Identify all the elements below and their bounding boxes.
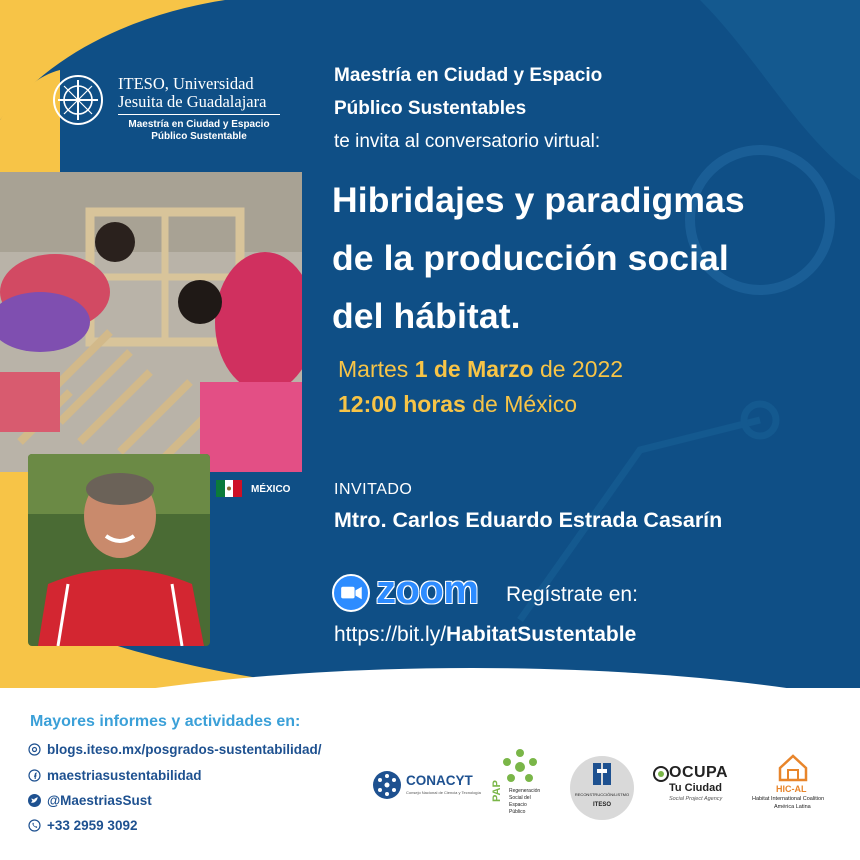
event-title-line3: del hábitat.: [332, 296, 521, 336]
conacyt-name: CONACYT: [406, 773, 473, 788]
hic-al-text1: Habitat International Coalition: [752, 796, 825, 802]
guest-label: INVITADO: [334, 481, 413, 498]
ocupa-sub: Tu Ciudad: [669, 782, 722, 794]
event-title-line2: de la producción social: [332, 238, 729, 278]
registration-link[interactable]: [334, 623, 636, 647]
contact-text: maestriasustentabilidad: [47, 767, 202, 783]
hic-al-text2: América Latina: [774, 804, 811, 810]
phone-icon: [28, 819, 41, 832]
guest-country: MÉXICO: [251, 484, 291, 495]
logo-program-line1: Maestría en Ciudad y Espacio: [128, 119, 270, 130]
event-date: [338, 356, 623, 383]
twitter-icon: [28, 794, 41, 807]
contact-facebook[interactable]: [28, 766, 202, 784]
pap-text4: Público: [509, 809, 526, 815]
time-bold: 12:00 horas: [338, 391, 466, 417]
pap-text2: Social del: [509, 795, 531, 801]
reconstruccion-logo: [569, 755, 635, 821]
date-bold: 1 de Marzo: [414, 356, 534, 382]
ocupa-pin-icon: [653, 766, 669, 782]
conacyt-logo: [372, 768, 482, 802]
program-name-line2: Público Sustentables: [334, 98, 527, 119]
reconstruccion-emblem-icon: [569, 755, 635, 821]
contact-twitter[interactable]: [28, 791, 152, 809]
event-time: [338, 391, 577, 418]
guest-name: Mtro. Carlos Eduardo Estrada Casarín: [334, 508, 723, 532]
zoom-camera-icon: [332, 574, 370, 612]
recon-text1: RECONSTRUCCIÓN/LISTMO: [574, 792, 630, 797]
logo-divider: [118, 114, 280, 115]
recon-text2: ITESO: [592, 802, 611, 808]
invite-text: te invita al conversatorio virtual:: [334, 131, 601, 152]
pap-emblem-icon: [499, 748, 541, 786]
contact-text: +33 2959 3092: [47, 817, 138, 833]
program-name-line1: Maestría en Ciudad y Espacio: [334, 65, 603, 86]
conacyt-emblem-icon: [372, 770, 402, 800]
iteso-emblem-icon: [52, 74, 104, 126]
pap-logo: [491, 748, 553, 820]
contact-text: @MaestriasSust: [47, 792, 152, 808]
hic-al-logo: [748, 752, 838, 818]
zoom-logo-text: zoom: [376, 568, 479, 612]
conacyt-tagline: Consejo Nacional de Ciencia y Tecnología: [406, 790, 481, 795]
pap-text1: Regeneración: [509, 788, 541, 794]
iteso-logo: [52, 74, 284, 154]
date-prefix: Martes: [338, 356, 415, 382]
logo-name-line2: Jesuita de Guadalajara: [118, 92, 267, 111]
contact-phone[interactable]: [28, 816, 137, 834]
hic-al-house-icon: [776, 752, 810, 782]
at-icon: [28, 743, 41, 756]
pap-letters: PAP: [491, 780, 503, 802]
facebook-icon: [28, 769, 41, 782]
footer-heading: Mayores informes y actividades en:: [30, 713, 301, 730]
hic-al-name: HIC-AL: [776, 784, 807, 794]
pap-text3: Espacio: [509, 802, 527, 808]
mexico-flag-icon: [216, 480, 242, 497]
time-suffix: de México: [465, 391, 578, 417]
logo-program-line2: Público Sustentable: [151, 131, 247, 142]
contact-blog[interactable]: [28, 740, 322, 758]
date-suffix: de 2022: [533, 356, 624, 382]
logo-name-line1: ITESO, Universidad: [118, 74, 254, 93]
ocupa-logo: [651, 764, 733, 806]
url-prefix: https://bit.ly/: [334, 623, 447, 646]
ocupa-name: OCUPA: [669, 764, 729, 781]
register-label: Regístrate en:: [506, 583, 638, 606]
contact-text: blogs.iteso.mx/posgrados-sustentabilidad/: [47, 741, 322, 757]
event-title-line1: Hibridajes y paradigmas: [332, 180, 745, 220]
ocupa-tag: Social Project Agency: [669, 796, 723, 802]
workshop-photo: [0, 172, 302, 472]
url-bold: HabitatSustentable: [446, 623, 637, 646]
guest-photo: [28, 454, 210, 646]
